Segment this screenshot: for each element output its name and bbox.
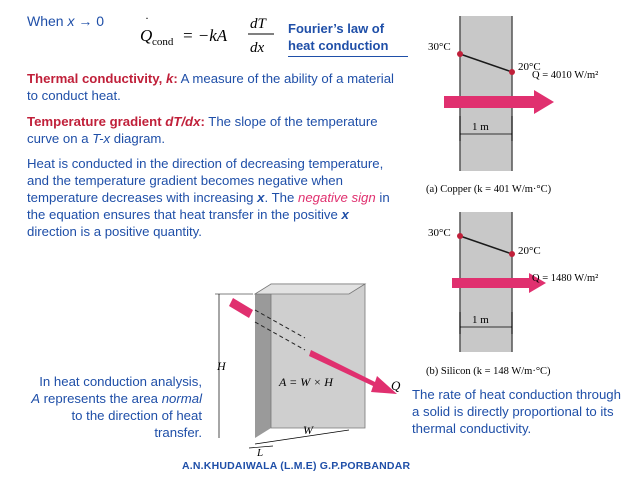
fourier-equation	[136, 8, 278, 60]
slab-l: L	[257, 447, 264, 459]
copper-t-hot: 30°C	[428, 41, 451, 53]
thermal-conductivity-text: Thermal conductivity, k: A measure of the ability of a material to conduct heat.	[27, 71, 394, 103]
silicon-t-cold: 20°C	[518, 245, 541, 257]
footer-author: A.N.KHUDAIWALA (L.M.E) G.P.PORBANDAR	[182, 460, 411, 472]
silicon-q: Q = 1480 W/m²	[532, 273, 599, 284]
copper-dim: 1 m	[472, 121, 489, 133]
fourier-title: Fourier’s law of heat conduction	[288, 21, 389, 53]
silicon-caption: (b) Silicon (k = 148 W/m·°C)	[426, 366, 551, 377]
copper-t-cold: 20°C	[518, 61, 541, 73]
slab-h: H	[217, 359, 226, 373]
silicon-t-hot: 30°C	[428, 227, 451, 239]
slab-q: Q	[391, 378, 401, 393]
silicon-figure	[424, 212, 629, 387]
eq-num: dT	[250, 16, 266, 32]
fourier-underline	[288, 56, 408, 57]
limit-condition: When x → 0	[27, 13, 105, 29]
area-caption: In heat conduction analysis, A represents the area normal to the direction of heat transfer.	[31, 374, 202, 440]
eq-rhs: = −kA	[182, 26, 228, 45]
eq-den: dx	[250, 40, 265, 56]
slab-area: A = W × H	[279, 375, 333, 389]
copper-q: Q = 4010 W/m²	[532, 70, 599, 81]
conductivity-caption: The rate of heat conduction through a solid is directly proportional to its thermal conductivity.	[412, 387, 621, 436]
copper-caption: (a) Copper (k = 401 W/m·°C)	[426, 184, 552, 195]
copper-figure	[424, 16, 629, 206]
silicon-dim: 1 m	[472, 314, 489, 326]
eq-dot: ·	[145, 11, 149, 25]
heat-direction-text: Heat is conducted in the direction of decreasing temperature, and the temperature gradient becomes negative when temperature decreases with increasing x. The negative sign in the equation ensures that heat transfer in the positive x direction is a positive quantity.	[27, 156, 390, 239]
eq-q: Q	[140, 26, 153, 45]
slab-w: W	[303, 423, 313, 437]
eq-sub: cond	[152, 36, 174, 48]
slab-figure	[205, 260, 410, 460]
temperature-gradient-text: Temperature gradient dT/dx: The slope of the temperature curve on a T-x diagram.	[27, 114, 378, 146]
